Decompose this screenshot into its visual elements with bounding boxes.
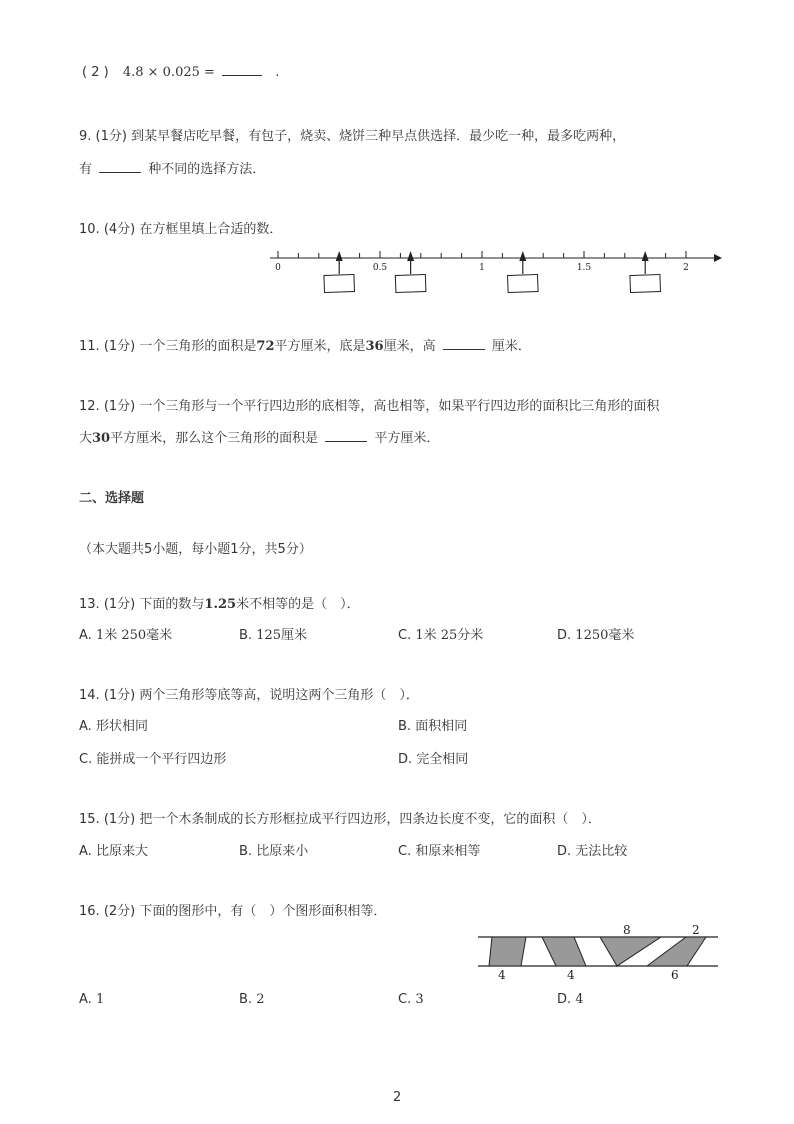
section-note: （本大题共5小题，每小题1分，共5分） <box>79 542 312 557</box>
tick-labels <box>275 263 689 273</box>
answer-box[interactable] <box>324 274 355 292</box>
trapezoid-shape-2 <box>647 937 706 966</box>
pointer-arrow-head <box>519 251 526 261</box>
question-text: 两个三角形等底等高，说明这两个三角形（ ）． <box>139 688 419 703</box>
q13-option-c[interactable]: C. 1米 25分米 <box>398 628 484 643</box>
question-score: (1分) <box>103 339 136 354</box>
number-line-figure <box>262 240 722 300</box>
q13-line <box>79 593 360 612</box>
q15-option-a[interactable]: A. 比原来大 <box>79 844 148 859</box>
q11-line <box>79 335 531 354</box>
question-text: 在方框里填上合适的数． <box>139 222 283 237</box>
math-expression: 4.8 × 0.025 = <box>122 65 215 80</box>
q16-line <box>79 900 386 919</box>
question-text: 把一个木条制成的长方形框拉成平行四边形，四条边长度不变，它的面积（ ）． <box>139 812 601 827</box>
pointer-arrow-head <box>407 251 414 261</box>
question-score: (4分) <box>103 222 136 237</box>
answer-blank[interactable] <box>443 338 485 350</box>
label-base-e: 6 <box>671 968 679 982</box>
question-score: (1分) <box>103 812 136 827</box>
question-score: (1分) <box>103 399 136 414</box>
answer-blank[interactable] <box>222 64 262 76</box>
question-text: 厘米，高 <box>383 339 436 354</box>
label-base-b: 4 <box>567 968 575 982</box>
parallelogram-shape <box>542 937 586 966</box>
axis-arrowhead <box>714 254 722 262</box>
q10-line <box>79 218 282 237</box>
q14-option-b[interactable]: B. 面积相同 <box>398 719 468 734</box>
question-number: 13. <box>79 597 100 612</box>
question-score: (1分) <box>103 597 136 612</box>
q13-option-b[interactable]: B. 125厘米 <box>239 628 308 643</box>
q15-line <box>79 808 601 827</box>
question-score: (1分) <box>95 129 127 144</box>
q13-option-d[interactable]: D. 1250毫米 <box>557 628 635 643</box>
answer-box[interactable] <box>508 274 539 292</box>
pointer-arrow-head <box>336 251 343 261</box>
q8-part2 <box>82 64 279 80</box>
q14-option-d[interactable]: D. 完全相同 <box>398 752 469 767</box>
tick-label: 0.5 <box>372 263 388 273</box>
question-number: 12. <box>79 399 100 414</box>
question-text: 下面的数与 <box>139 597 205 612</box>
label-top-d: 2 <box>692 923 700 937</box>
question-text: 厘米． <box>491 339 531 354</box>
length-value: 1.25 <box>204 597 237 612</box>
page-number: 2 <box>393 1090 402 1105</box>
question-number: 16. <box>79 904 100 919</box>
question-number: 10. <box>79 222 100 237</box>
q14-line <box>79 684 419 703</box>
tick-label: 1.5 <box>576 263 592 273</box>
trapezoid-shape <box>489 937 526 966</box>
q15-option-d[interactable]: D. 无法比较 <box>557 844 628 859</box>
question-text: 平方厘米，那么这个三角形的面积是 <box>110 431 319 446</box>
q16-option-c[interactable]: C. 3 <box>398 992 424 1007</box>
q12-line2 <box>79 427 439 446</box>
answer-blank[interactable] <box>325 430 367 442</box>
q9-line2 <box>79 158 265 177</box>
base-value: 36 <box>365 339 384 354</box>
q16-option-d[interactable]: D. 4 <box>557 992 584 1007</box>
q16-option-a[interactable]: A. 1 <box>79 992 105 1007</box>
q16-option-b[interactable]: B. 2 <box>239 992 265 1007</box>
tick-label: 2 <box>683 263 689 273</box>
question-text: 下面的图形中，有（ ）个图形面积相等． <box>139 904 387 919</box>
q14-option-c[interactable]: C. 能拼成一个平行四边形 <box>79 752 227 767</box>
question-text: 一个三角形与一个平行四边形的底相等，高也相等，如果平行四边形的面积比三角形的面积 <box>139 399 660 414</box>
q15-option-c[interactable]: C. 和原来相等 <box>398 844 481 859</box>
question-text: 有 <box>79 162 93 177</box>
period: . <box>275 65 280 80</box>
question-number: 9. <box>79 129 92 144</box>
q14-option-a[interactable]: A. 形状相同 <box>79 719 148 734</box>
question-text: 平方厘米，底是 <box>274 339 366 354</box>
question-text: 平方厘米． <box>374 431 440 446</box>
difference-value: 30 <box>92 431 111 446</box>
question-text: 种不同的选择方法． <box>148 162 266 177</box>
tick-label: 0 <box>275 263 281 273</box>
question-number: ( 2 ) <box>82 65 109 80</box>
parallel-lines-figure <box>476 922 721 984</box>
section-title: 二、选择题 <box>79 491 145 506</box>
triangle-shape <box>600 937 661 966</box>
q9-line1 <box>79 125 625 144</box>
question-number: 14. <box>79 688 100 703</box>
answer-blank[interactable] <box>99 161 141 173</box>
answer-box[interactable] <box>630 274 661 292</box>
question-number: 15. <box>79 812 100 827</box>
label-top-c: 8 <box>623 923 631 937</box>
question-score: (1分) <box>103 688 136 703</box>
question-text: 米不相等的是（ ）． <box>236 597 360 612</box>
q15-option-b[interactable]: B. 比原来小 <box>239 844 309 859</box>
area-value: 72 <box>256 339 275 354</box>
question-text: 到某早餐店吃早餐，有包子，烧卖、烧饼三种早点供选择．最少吃一种，最多吃两种， <box>131 129 626 144</box>
answer-box[interactable] <box>395 274 426 292</box>
q13-option-a[interactable]: A. 1米 250毫米 <box>79 628 173 643</box>
question-number: 11. <box>79 339 100 354</box>
question-score: (2分) <box>103 904 136 919</box>
tick-label: 1 <box>479 263 485 273</box>
question-text: 一个三角形的面积是 <box>139 339 257 354</box>
label-base-a: 4 <box>498 968 506 982</box>
pointer-arrow-head <box>642 251 649 261</box>
q12-line1 <box>79 395 659 414</box>
question-text: 大 <box>79 431 93 446</box>
